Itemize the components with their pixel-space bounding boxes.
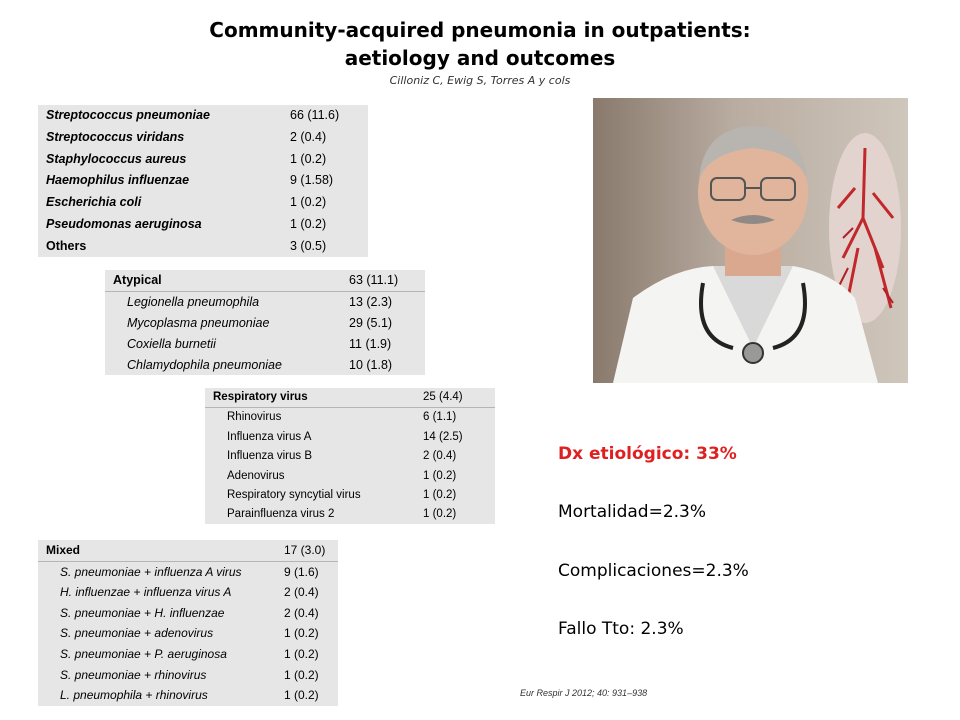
header-value: 25 (4.4): [423, 391, 463, 403]
row-value: 1 (0.2): [290, 151, 327, 166]
table-row: [38, 644, 338, 665]
row-label: Streptococcus pneumoniae: [46, 108, 210, 122]
row-label: Staphylococcus aureus: [46, 151, 187, 166]
row-label: Adenovirus: [227, 469, 285, 482]
portrait-illustration: [593, 98, 908, 383]
table-row: [38, 170, 368, 192]
row-value: 3 (0.5): [290, 238, 327, 253]
etiological-diagnosis-rate: Dx etiológico: 33%: [558, 444, 737, 464]
header-label: Mixed: [46, 543, 81, 557]
row-label: Escherichia coli: [46, 195, 142, 210]
row-value: 2 (0.4): [423, 450, 457, 463]
table-row: [38, 127, 368, 149]
row-value: 11 (1.9): [349, 337, 392, 351]
table-row: [38, 685, 338, 706]
table-header-row: [38, 540, 338, 562]
row-label: Coxiella burnetii: [127, 337, 216, 351]
row-value: 13 (2.3): [349, 295, 393, 309]
table-row: [105, 355, 425, 376]
row-value: 1 (0.2): [423, 488, 457, 501]
row-label: S. pneumoniae + adenovirus: [60, 626, 214, 641]
row-value: 2 (0.4): [284, 605, 319, 620]
table-row: [105, 313, 425, 334]
table-row: [205, 467, 495, 486]
row-label: Influenza virus A: [227, 430, 312, 443]
row-label: Others: [46, 238, 87, 253]
header-value: 63 (11.1): [349, 273, 399, 287]
atypical-table: [105, 270, 425, 375]
row-value: 6 (1.1): [423, 411, 457, 424]
row-label: Streptococcus viridans: [46, 129, 185, 144]
row-label: S. pneumoniae + H. influenzae: [60, 605, 225, 620]
row-value: 1 (0.2): [423, 508, 457, 521]
row-value: 2 (0.4): [284, 585, 319, 600]
table-row: [205, 408, 495, 427]
row-label: Rhinovirus: [227, 411, 282, 424]
table-row: [38, 562, 338, 583]
table-row: [38, 149, 368, 171]
table-header-row: [105, 270, 425, 292]
header-value: 17 (3.0): [284, 543, 326, 557]
bacteria-table: [38, 105, 368, 257]
doctor-portrait-photo: [593, 98, 908, 383]
row-value: 10 (1.8): [349, 358, 393, 372]
row-value: 1 (0.2): [290, 195, 327, 210]
row-label: Pseudomonas aeruginosa: [46, 216, 202, 231]
journal-citation: Eur Respir J 2012; 40: 931–938: [520, 688, 648, 698]
row-label: S. pneumoniae + influenza A virus: [60, 564, 242, 579]
complications-rate: Complicaciones=2.3%: [558, 561, 749, 581]
table-row: [205, 486, 495, 505]
row-value: 9 (1.58): [290, 173, 334, 188]
slide-title-line1: Community-acquired pneumonia in outpatients:: [209, 18, 751, 42]
table-row: [38, 105, 368, 127]
table-row: [205, 428, 495, 447]
table-row: [105, 334, 425, 355]
row-label: Mycoplasma pneumoniae: [127, 316, 270, 330]
authors-line: Cilloniz C, Ewig S, Torres A y cols: [389, 74, 571, 87]
table-row: [38, 236, 368, 258]
table-row: [205, 447, 495, 466]
table-row: [205, 505, 495, 524]
row-label: Influenza virus B: [227, 450, 313, 463]
row-value: 29 (5.1): [349, 316, 393, 330]
row-label: Chlamydophila pneumoniae: [127, 358, 282, 372]
table-row: [38, 603, 338, 624]
row-label: Haemophilus influenzae: [46, 173, 190, 188]
row-value: 14 (2.5): [423, 430, 463, 443]
row-value: 1 (0.2): [284, 626, 319, 641]
table-row: [38, 665, 338, 686]
header-label: Respiratory virus: [213, 391, 308, 403]
table-row: [38, 582, 338, 603]
treatment-failure-rate: Fallo Tto: 2.3%: [558, 619, 684, 639]
row-value: 2 (0.4): [290, 129, 327, 144]
table-row: [105, 292, 425, 313]
row-label: S. pneumoniae + P. aeruginosa: [60, 646, 227, 661]
row-value: 1 (0.2): [290, 216, 327, 231]
row-label: L. pneumophila + rhinovirus: [60, 688, 208, 703]
table-row: [38, 192, 368, 214]
table-row: [38, 214, 368, 236]
table-header-row: [205, 388, 495, 408]
row-value: 9 (1.6): [284, 564, 319, 579]
row-label: Legionella pneumophila: [127, 295, 260, 309]
table-row: [38, 623, 338, 644]
row-label: Respiratory syncytial virus: [227, 488, 361, 501]
row-value: 1 (0.2): [284, 646, 319, 661]
row-label: Parainfluenza virus 2: [227, 508, 335, 521]
mixed-table: [38, 540, 338, 706]
header-label: Atypical: [113, 273, 162, 287]
row-value: 1 (0.2): [284, 688, 319, 703]
row-value: 66 (11.6): [290, 108, 340, 122]
respiratory-virus-table: [205, 388, 495, 524]
row-value: 1 (0.2): [284, 667, 319, 682]
row-label: H. influenzae + influenza virus A: [60, 585, 232, 600]
row-value: 1 (0.2): [423, 469, 457, 482]
mortality-rate: Mortalidad=2.3%: [558, 502, 707, 522]
row-label: S. pneumoniae + rhinovirus: [60, 667, 207, 682]
slide-title-line2: aetiology and outcomes: [344, 46, 616, 70]
